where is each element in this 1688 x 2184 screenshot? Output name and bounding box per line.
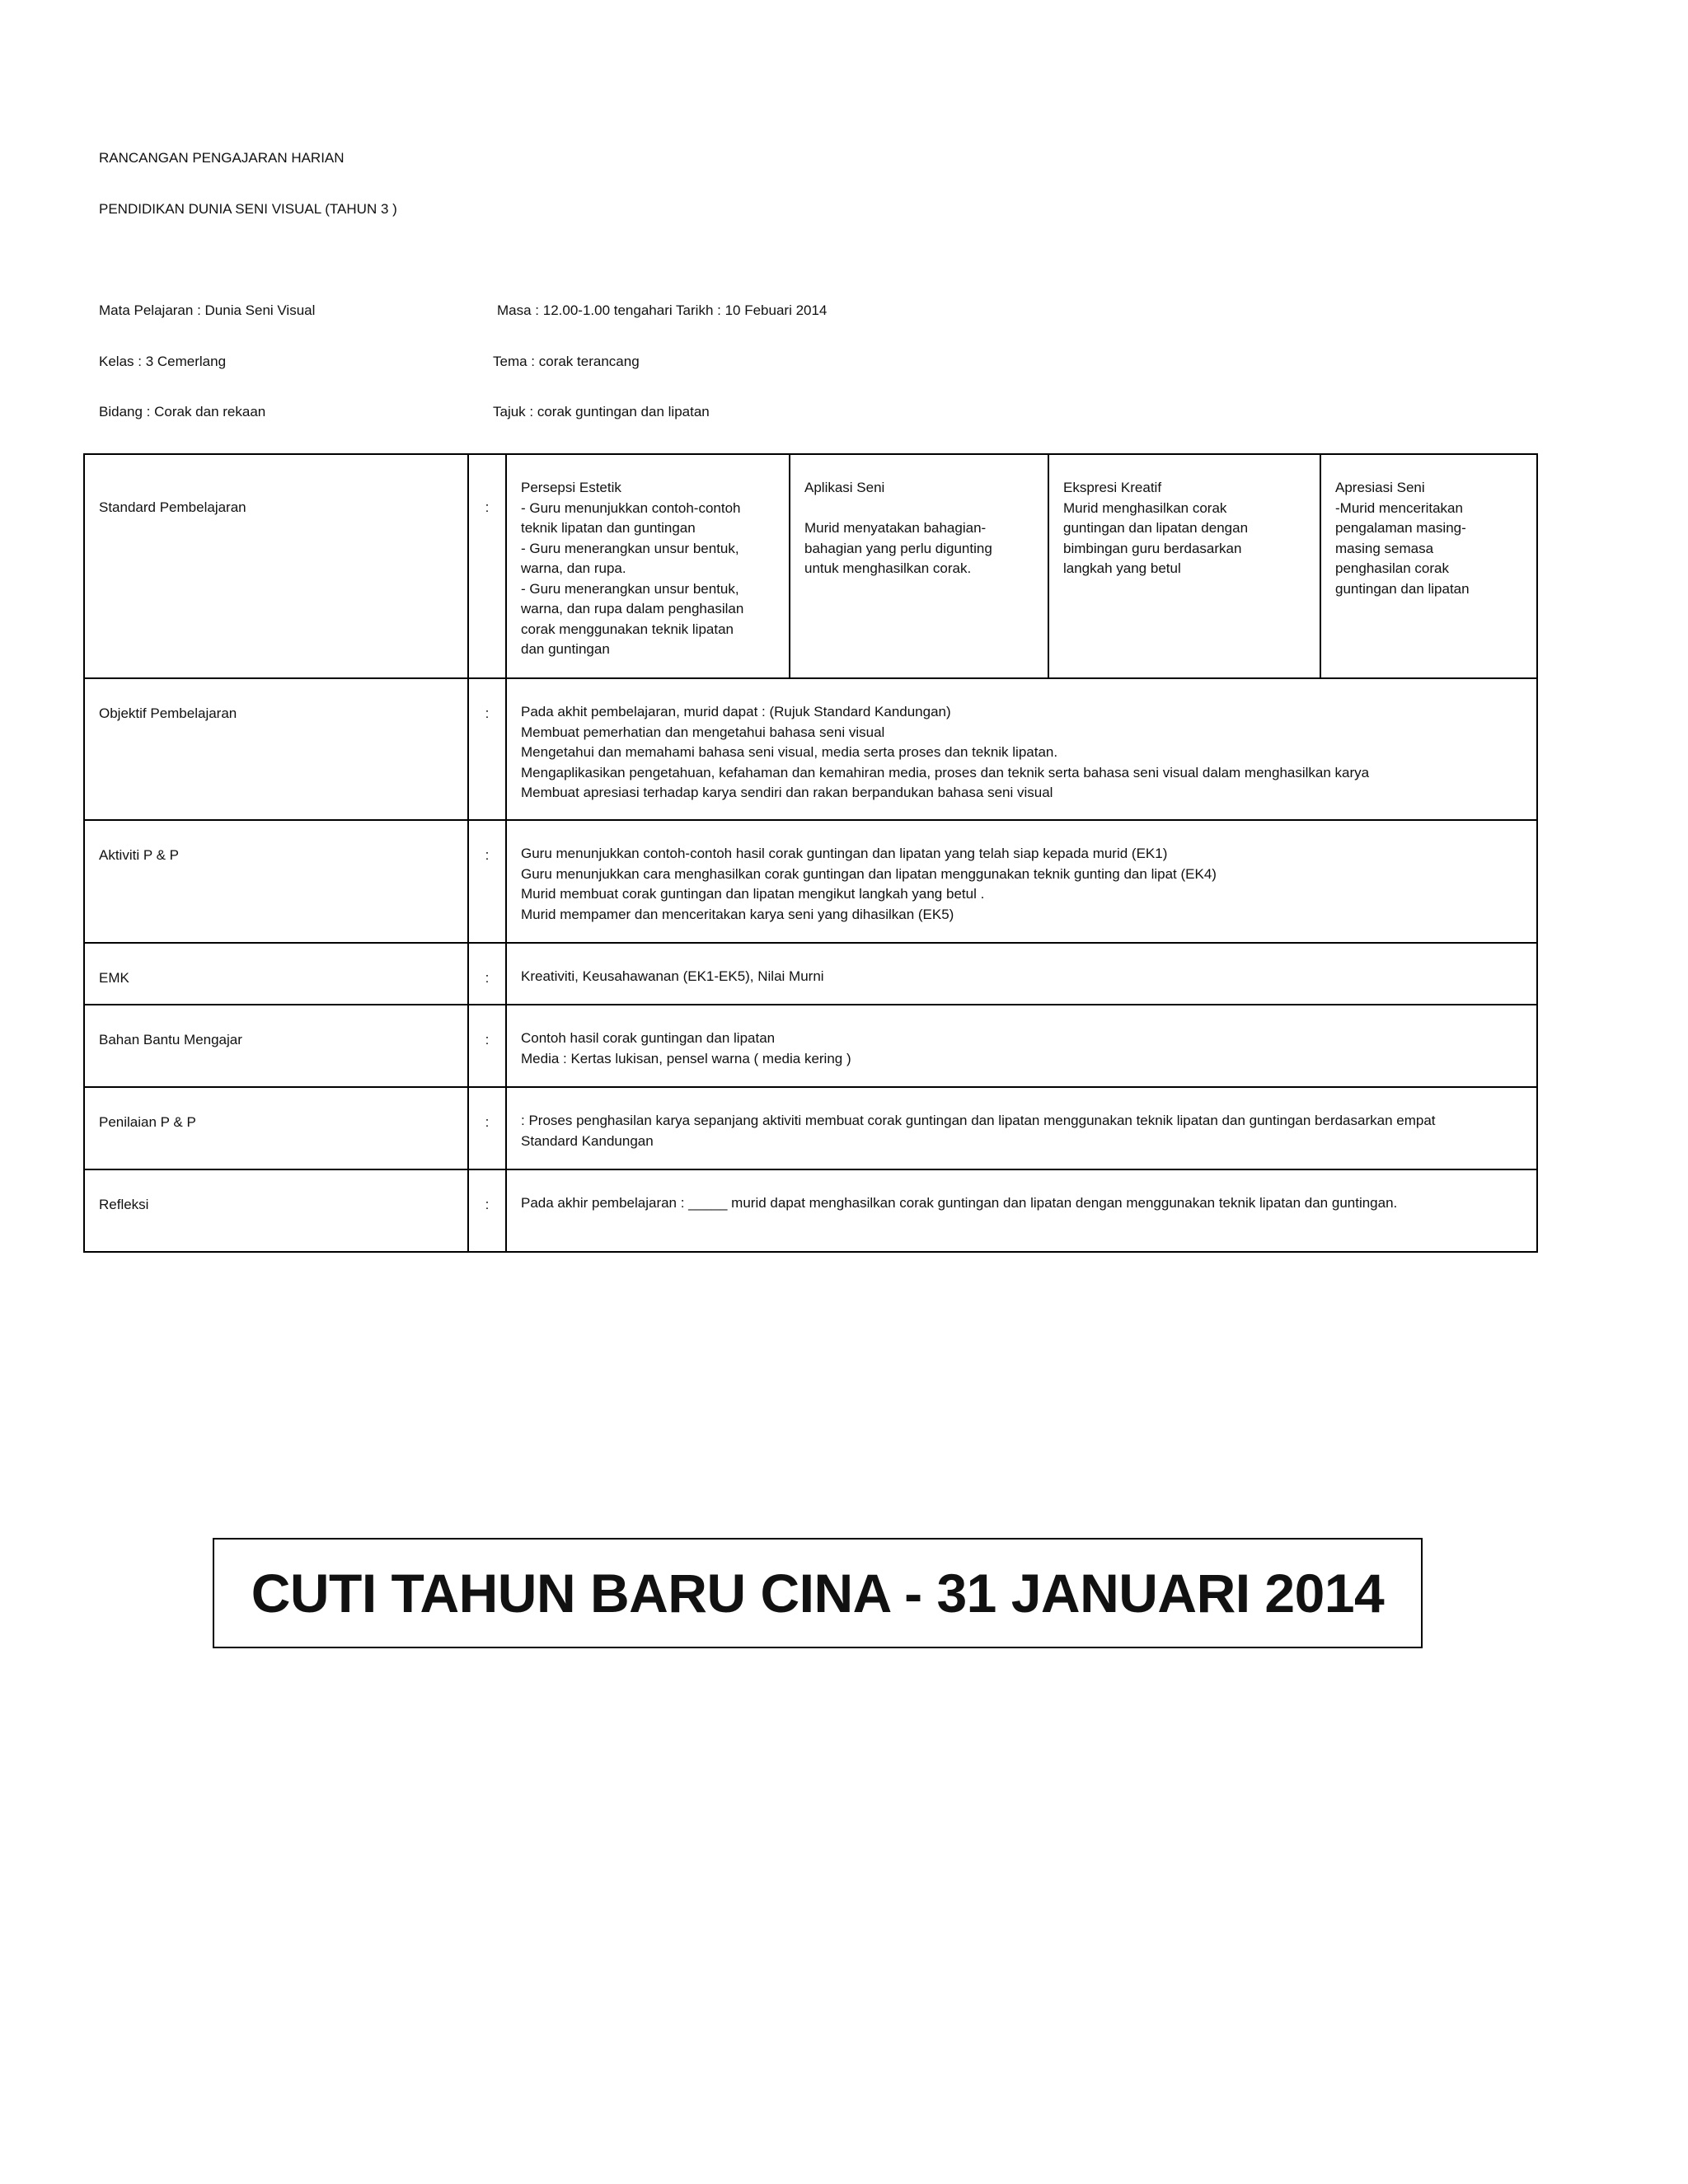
info-mata-pelajaran: Mata Pelajaran : Dunia Seni Visual [99,302,316,318]
info-tajuk: Tajuk : corak guntingan dan lipatan [493,404,710,419]
cell-apresiasi-seni: Apresiasi Seni -Murid menceritakan pengalaman masing- masing semasa penghasilan corak guntingan dan lipatan [1320,454,1537,678]
table-row-refleksi [84,1169,1537,1252]
label-standard: Standard Pembelajaran [84,454,468,678]
label-bahan: Bahan Bantu Mengajar [84,1005,468,1087]
label-refleksi: Refleksi [84,1169,468,1252]
table-row-emk [84,943,1537,1005]
label-emk: EMK [84,943,468,1005]
cell-aktiviti-content: Guru menunjukkan contoh-contoh hasil corak guntingan dan lipatan yang telah siap kepada murid (EK1) Guru menunjukkan cara menghasilkan corak guntingan dan lipatan menggunakan teknik gunting dan lipat (EK4) Murid membuat corak guntingan dan lipatan mengikut langkah yang betul . Murid mempamer dan menceritakan karya seni yang dihasilkan (EK5) [506,820,1537,943]
cell-penilaian-content: : Proses penghasilan karya sepanjang aktiviti membuat corak guntingan dan lipatan menggunakan teknik lipatan dan guntingan berdasarkan empat Standard Kandungan [506,1087,1537,1169]
document-title: RANCANGAN PENGAJARAN HARIAN [99,150,345,166]
table-row-objektif [84,678,1537,820]
label-penilaian: Penilaian P & P [84,1087,468,1169]
cell-refleksi-content: Pada akhir pembelajaran : _____ murid dapat menghasilkan corak guntingan dan lipatan dengan menggunakan teknik lipatan dan guntingan. [506,1169,1537,1252]
cell-persepsi-estetik: Persepsi Estetik - Guru menunjukkan contoh-contoh teknik lipatan dan guntingan - Guru menerangkan unsur bentuk, warna, dan rupa. - Guru menerangkan unsur bentuk, warna, dan rupa dalam penghasilan corak menggunakan teknik lipatan dan guntingan [506,454,790,678]
document-subtitle: PENDIDIKAN DUNIA SENI VISUAL (TAHUN 3 ) [99,201,397,217]
info-masa-tarikh: Masa : 12.00-1.00 tengahari Tarikh : 10 Febuari 2014 [497,302,828,318]
colon-cell: : [468,454,506,678]
colon-cell: : [468,1087,506,1169]
cell-objektif-content: Pada akhit pembelajaran, murid dapat : (Rujuk Standard Kandungan) Membuat pemerhatian dan mengetahui bahasa seni visual Mengetahui dan memahami bahasa seni visual, media serta proses dan teknik lipatan. Mengaplikasikan pengetahuan, kefahaman dan kemahiran media, proses dan teknik serta bahasa seni visual dalam menghasilkan karya Membuat apresiasi terhadap karya sendiri dan rakan berpandukan bahasa seni visual [506,678,1537,820]
table-row-aktiviti [84,820,1537,943]
holiday-notice-box [213,1538,1423,1648]
cell-aplikasi-seni: Aplikasi Seni Murid menyatakan bahagian- bahagian yang perlu digunting untuk menghasilkan corak. [790,454,1048,678]
colon-cell: : [468,943,506,1005]
cell-bahan-content: Contoh hasil corak guntingan dan lipatan Media : Kertas lukisan, pensel warna ( media kering ) [506,1005,1537,1087]
cell-emk-content: Kreativiti, Keusahawanan (EK1-EK5), Nilai Murni [506,943,1537,1005]
colon-cell: : [468,678,506,820]
label-aktiviti: Aktiviti P & P [84,820,468,943]
info-bidang: Bidang : Corak dan rekaan [99,404,266,419]
colon-cell: : [468,1169,506,1252]
label-objektif: Objektif Pembelajaran [84,678,468,820]
table-row-penilaian [84,1087,1537,1169]
info-tema: Tema : corak terancang [493,354,640,369]
colon-cell: : [468,1005,506,1087]
table-row-standard [84,454,1537,678]
holiday-notice-text: CUTI TAHUN BARU CINA - 31 JANUARI 2014 [251,1563,1385,1624]
cell-ekspresi-kreatif: Ekspresi Kreatif Murid menghasilkan corak guntingan dan lipatan dengan bimbingan guru berdasarkan langkah yang betul [1048,454,1320,678]
colon-cell: : [468,820,506,943]
lesson-plan-table [83,453,1538,1253]
info-kelas: Kelas : 3 Cemerlang [99,354,227,369]
table-row-bahan [84,1005,1537,1087]
